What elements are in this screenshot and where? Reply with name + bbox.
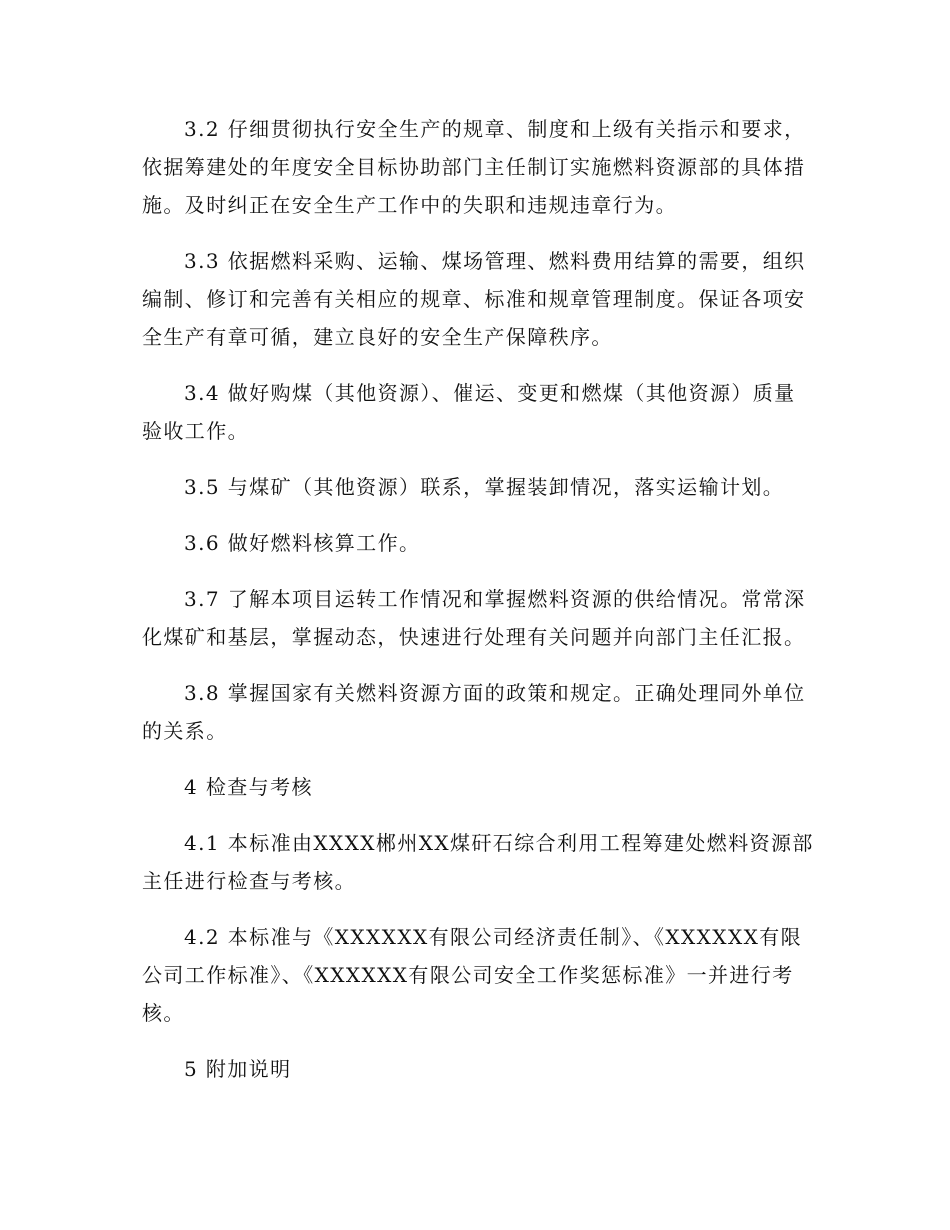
paragraph-3-5: 3.5 与煤矿（其他资源）联系，掌握装卸情况，落实运输计划。: [184, 475, 785, 499]
paragraph-4-2: 4.2 本标准与《XXXXXX有限公司经济责任制》、《XXXXXX有限公司工作标准》、《XXXXXX有限公司安全工作奖惩标准》一并进行考核。: [142, 925, 803, 1025]
paragraph-3-3: 3.3 依据燃料采购、运输、煤场管理、燃料费用结算的需要，组织编制、修订和完善有关相应的规章、标准和规章管理制度。保证各项安全生产有章可循，建立良好的安全生产保障秩序。: [142, 249, 806, 349]
paragraph-3-4: 3.4 做好购煤（其他资源）、催运、变更和燃煤（其他资源）质量验收工作。: [142, 381, 796, 443]
paragraph-3-2: 3.2 仔细贯彻执行安全生产的规章、制度和上级有关指示和要求，依据筹建处的年度安全目标协助部门主任制订实施燃料资源部的具体措施。及时纠正在安全生产工作中的失职和违规违章行为。: [142, 117, 806, 217]
section-heading-5: 5 附加说明: [184, 1057, 292, 1081]
document-page: [142, 110, 814, 1106]
section-heading-4: 4 检查与考核: [184, 775, 313, 799]
paragraph-3-8: 3.8 掌握国家有关燃料资源方面的政策和规定。正确处理同外单位的关系。: [142, 681, 806, 743]
paragraph-4-1: 4.1 本标准由XXXX郴州XX煤矸石综合利用工程筹建处燃料资源部主任进行检查与考核。: [142, 831, 814, 893]
paragraph-3-7: 3.7 了解本项目运转工作情况和掌握燃料资源的供给情况。常常深化煤矿和基层，掌握动态，快速进行处理有关问题并向部门主任汇报。: [142, 587, 806, 649]
paragraph-3-6: 3.6 做好燃料核算工作。: [184, 531, 421, 555]
